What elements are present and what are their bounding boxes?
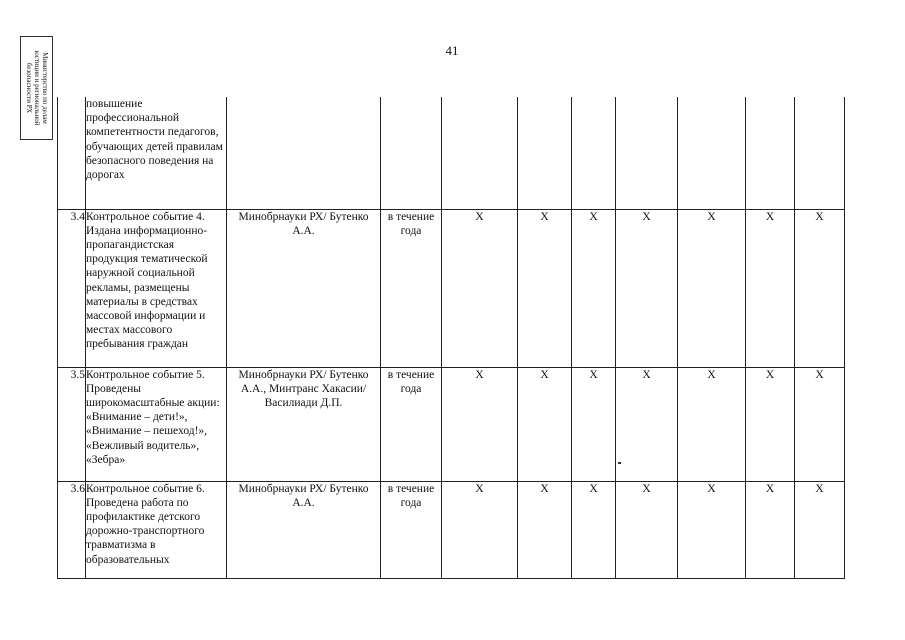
table-row — [58, 97, 845, 209]
mark-cell: Х — [518, 481, 572, 578]
mark-cell: Х — [795, 209, 845, 367]
stamp-text — [25, 36, 49, 140]
empty-cell — [518, 97, 572, 209]
mark-cell: Х — [442, 367, 518, 481]
empty-cell — [616, 97, 678, 209]
row-executor: Минобрнауки РХ/ Бутенко А.А., Минтранс Хакасии/ Василиади Д.П. — [227, 367, 381, 481]
empty-cell — [227, 97, 381, 209]
row-description: Контрольное событие 5. Проведены широкомасштабные акции: «Внимание – дети!», «Внимание – пешеход!», «Вежливый водитель», «Зебра» — [86, 367, 227, 481]
row-number — [58, 97, 86, 209]
empty-cell — [572, 97, 616, 209]
mark-cell: Х — [572, 209, 616, 367]
mark-cell: Х — [518, 209, 572, 367]
mark-cell: Х — [572, 367, 616, 481]
row-term: в течение года — [381, 209, 442, 367]
empty-cell — [746, 97, 795, 209]
stamp-line: юстиции и региональной — [32, 50, 41, 126]
empty-cell — [795, 97, 845, 209]
mark-cell: Х — [678, 481, 746, 578]
activities-table — [57, 97, 845, 579]
table-row — [58, 367, 845, 481]
empty-cell — [381, 97, 442, 209]
row-number: 3.5 — [58, 367, 86, 481]
row-executor: Минобрнауки РХ/ Бутенко А.А. — [227, 209, 381, 367]
row-description: Контрольное событие 6. Проведена работа по профилактике детского дорожно-транспортного травматизма в образовательных — [86, 481, 227, 578]
row-term: в течение года — [381, 367, 442, 481]
row-description: повышение профессиональной компетентности педагогов, обучающих детей правилам безопасного поведения на дорогах — [86, 97, 227, 209]
mark-cell: Х — [678, 367, 746, 481]
stamp-line: безопасности РХ — [24, 62, 33, 114]
empty-cell — [442, 97, 518, 209]
mark-cell: Х — [442, 481, 518, 578]
row-number: 3.4 — [58, 209, 86, 367]
scan-speck — [618, 462, 621, 464]
mark-cell: Х — [746, 367, 795, 481]
mark-cell: Х — [572, 481, 616, 578]
page-number: 41 — [445, 43, 459, 58]
registration-stamp — [20, 36, 53, 140]
row-executor: Минобрнауки РХ/ Бутенко А.А. — [227, 481, 381, 578]
mark-cell: Х — [616, 209, 678, 367]
mark-cell: Х — [795, 367, 845, 481]
table-row — [58, 209, 845, 367]
empty-cell — [678, 97, 746, 209]
stamp-line: Министерство по делам — [40, 52, 49, 124]
mark-cell: Х — [616, 481, 678, 578]
row-term: в течение года — [381, 481, 442, 578]
mark-cell: Х — [616, 367, 678, 481]
mark-cell: Х — [746, 209, 795, 367]
mark-cell: Х — [442, 209, 518, 367]
mark-cell: Х — [678, 209, 746, 367]
row-description: Контрольное событие 4. Издана информационно-пропагандистская продукция тематической наружной социальной рекламы, размещены материалы в средствах массовой информации и местах массового пребывания граждан — [86, 209, 227, 367]
row-number: 3.6 — [58, 481, 86, 578]
mark-cell: Х — [746, 481, 795, 578]
table-row — [58, 481, 845, 578]
mark-cell: Х — [795, 481, 845, 578]
mark-cell: Х — [518, 367, 572, 481]
